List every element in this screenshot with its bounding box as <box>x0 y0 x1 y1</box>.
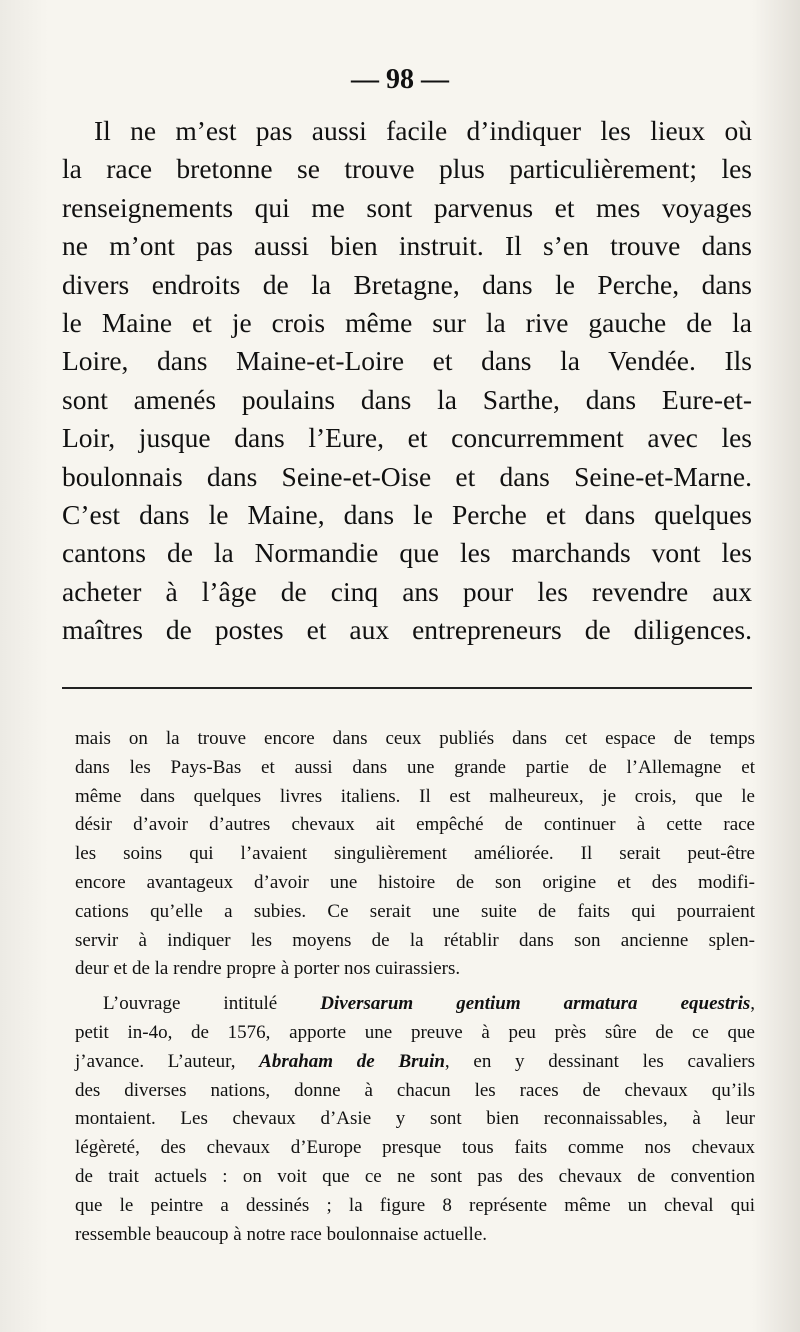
text-line: sont amenés poulains dans la Sarthe, dans Eure-et- <box>62 383 752 415</box>
note-line: petit in-4o, de 1576, apporte une preuve à peu près sûre de ce que <box>75 1021 755 1043</box>
note-line: les soins qui l’avaient singulièrement améliorée. Il serait peut-être <box>75 843 755 865</box>
note-line <box>75 1048 755 1077</box>
note-line <box>75 990 755 1019</box>
note-line: même dans quelques livres italiens. Il est malheureux, je crois, que le <box>75 785 755 807</box>
text-line: le Maine et je crois même sur la rive gauche de la <box>62 307 752 339</box>
text-line: maîtres de postes et aux entrepreneurs de diligences. <box>62 614 752 646</box>
note-line: cations qu’elle a subies. Ce serait une suite de faits qui pourraient <box>75 900 755 922</box>
note-text: , en y dessinant les cavaliers <box>444 1050 755 1072</box>
author-name: Abraham de Bruin <box>259 1050 445 1072</box>
footnote-divider <box>62 687 752 689</box>
text-line: ne m’ont pas aussi bien instruit. Il s’en trouve dans <box>62 230 752 262</box>
note-line: que le peintre a dessinés ; la figure 8 représente même un cheval qui <box>75 1194 755 1216</box>
text-line: boulonnais dans Seine-et-Oise et dans Seine-et-Marne. <box>62 460 752 492</box>
text-line: Loire, dans Maine-et-Loire et dans la Vendée. Ils <box>62 345 752 377</box>
note-line: montaient. Les chevaux d’Asie y sont bien reconnaissables, à leur <box>75 1108 755 1130</box>
note-line: ressemble beaucoup à notre race boulonnaise actuelle. <box>75 1223 488 1245</box>
footnote <box>75 725 755 1249</box>
text-line: C’est dans le Maine, dans le Perche et dans quelques <box>62 499 752 531</box>
text-line: divers endroits de la Bretagne, dans le Perche, dans <box>62 268 752 300</box>
text-line: Il ne m’est pas aussi facile d’indiquer les lieux où <box>94 115 752 146</box>
note-line: encore avantageux d’avoir une histoire de son origine et des modifi- <box>75 871 755 893</box>
note-line: des diverses nations, donne à chacun les races de chevaux qu’ils <box>75 1079 755 1101</box>
note-line: légèreté, des chevaux d’Europe presque tous faits comme nos chevaux <box>75 1137 755 1159</box>
text-line: acheter à l’âge de cinq ans pour les revendre aux <box>62 575 752 607</box>
text-line: renseignements qui me sont parvenus et mes voyages <box>62 191 752 223</box>
note-line: dans les Pays-Bas et aussi dans une grande partie de l’Allemagne et <box>75 756 755 778</box>
note-line: mais on la trouve encore dans ceux publiés dans cet espace de temps <box>75 728 755 749</box>
footnote-paragraph <box>75 725 755 984</box>
note-line: servir à indiquer les moyens de la rétablir dans son ancienne splen- <box>75 929 755 951</box>
note-text: , <box>750 993 755 1015</box>
page-number: — 98 — <box>351 64 449 95</box>
note-text: L’ouvrage intitulé <box>103 993 321 1015</box>
note-text: j’avance. L’auteur, <box>75 1050 260 1072</box>
note-line: désir d’avoir d’autres chevaux ait empêché de continuer à cette race <box>75 814 755 836</box>
text-line: cantons de la Normandie que les marchands vont les <box>62 537 752 569</box>
text-line: Loir, jusque dans l’Eure, et concurremment avec les <box>62 422 752 454</box>
main-paragraph <box>62 112 752 650</box>
note-line: deur et de la rendre propre à porter nos cuirassiers. <box>75 958 461 980</box>
footnote-paragraph <box>75 990 755 1249</box>
text-line: la race bretonne se trouve plus particulièrement; les <box>62 153 752 185</box>
book-title: Diversarum gentium armatura equestris <box>320 993 751 1015</box>
note-line: de trait actuels : on voit que ce ne sont pas des chevaux de convention <box>75 1165 755 1187</box>
